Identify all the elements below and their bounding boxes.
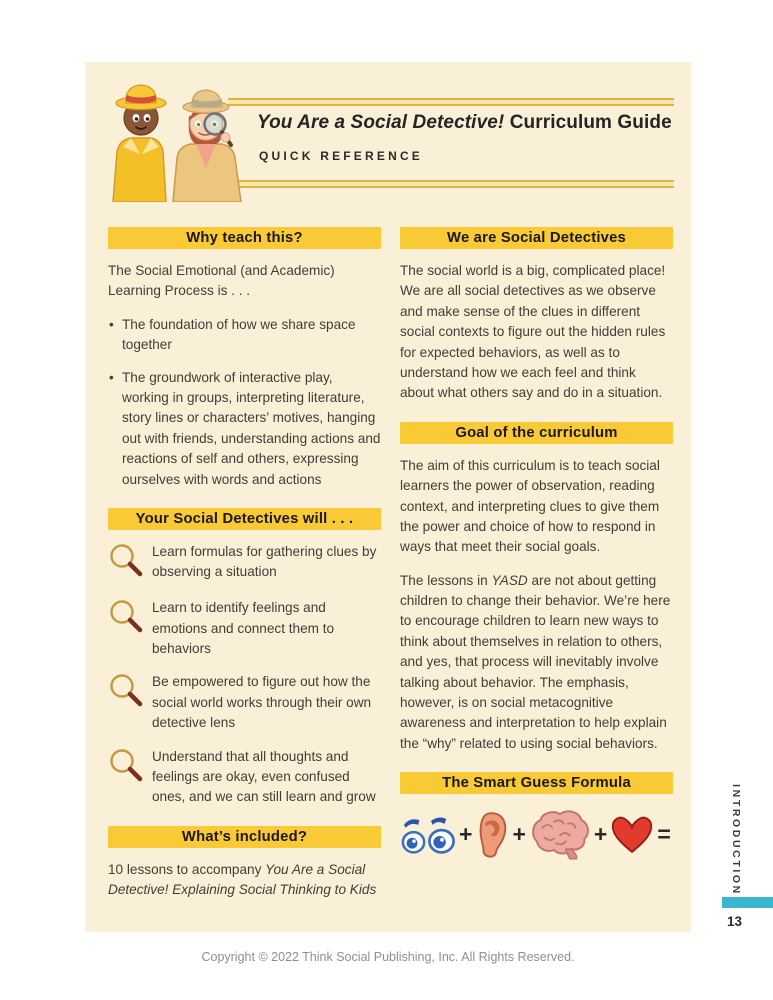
heading-your-social-detectives-will: Your Social Detectives will . . .	[108, 508, 381, 530]
book-title: You Are a Social Detective!	[257, 112, 505, 133]
bullet-text: The groundwork of interactive play, working in groups, interpreting literature, story lines or characters’ motives, hanging out with friends, understanding actions and reactions of self and others, expressing ourselves with words and actions	[122, 369, 381, 487]
why-teach-intro: The Social Emotional (and Academic) Learning Process is . . .	[108, 263, 335, 299]
magnifying-glass-icon	[108, 747, 152, 790]
list-item	[108, 542, 381, 585]
goal-paragraph-1: The aim of this curriculum is to teach social learners the power of observation, reading context, and interpreting clues to give them the power and choice of how to respond in ways that meet their social goals.	[400, 457, 660, 555]
page-title	[257, 112, 672, 134]
left-column	[108, 227, 381, 914]
page-number: 13	[727, 914, 743, 929]
plus-sign: +	[593, 821, 608, 848]
goal-p2-post: are not about getting children to change their behavior. We’re here to encourage children to learn new ways to think about themselves in relation to others, and yes, that process will inevitably involve talking about behavior. The emphasis, however, is on social metacognitive awareness and interpretation to help explain the “why” related to using social behaviors.	[400, 572, 671, 751]
whats-included-text	[108, 860, 381, 901]
plus-sign: +	[512, 821, 526, 848]
magnifying-glass-icon	[108, 598, 152, 641]
we-are-text: The social world is a big, complicated place! We are all social detectives as we observe and make sense of the clues in different social contexts to figure out the hidden rules for expected behaviors, as well as to understand how we each feel and think about what others say and do in a situation.	[400, 263, 666, 401]
magnifying-glass-icon	[108, 672, 152, 715]
bullet-icon: •	[109, 369, 114, 385]
list-item-text: Understand that all thoughts and feelings are okay, even confused ones, and we can still learn and grow	[152, 748, 376, 805]
equals-sign: =	[657, 821, 671, 848]
list-item	[108, 368, 381, 490]
goal-p2-abbrev: YASD	[491, 572, 528, 588]
title-suffix: Curriculum Guide	[504, 112, 672, 133]
header-rule-bottom	[228, 180, 674, 188]
list-item	[108, 598, 381, 659]
brain-icon	[529, 808, 591, 861]
page-subtitle: QUICK REFERENCE	[259, 149, 424, 163]
smart-guess-formula	[400, 808, 673, 861]
list-item-text: Learn formulas for gathering clues by observing a situation	[152, 543, 377, 580]
plus-sign: +	[459, 821, 473, 848]
list-item	[108, 315, 381, 356]
page-background	[85, 62, 691, 932]
list-item	[108, 747, 381, 808]
magnifying-glass-icon	[108, 542, 152, 585]
included-book-title: You Are a Social Detective! Explaining Social Thinking to Kids	[108, 861, 377, 898]
right-column	[400, 227, 673, 861]
chapter-tab-label: INTRODUCTION	[730, 784, 742, 896]
heading-whats-included: What’s included?	[108, 826, 381, 848]
header-rule-top	[228, 98, 674, 106]
list-item-text: Be empowered to figure out how the social world works through their own detective lens	[152, 674, 372, 731]
goal-p2-pre: The lessons in	[400, 572, 492, 588]
bullet-text: The foundation of how we share space together	[122, 316, 356, 353]
heading-smart-guess-formula: The Smart Guess Formula	[400, 772, 673, 794]
copyright-footer: Copyright © 2022 Think Social Publishing, Inc. All Rights Reserved.	[201, 950, 575, 964]
heading-why-teach-this: Why teach this?	[108, 227, 381, 249]
goal-paragraph-2	[400, 571, 673, 755]
heading-goal-of-curriculum: Goal of the curriculum	[400, 422, 673, 444]
list-item-text: Learn to identify feelings and emotions and connect them to behaviors	[152, 600, 335, 657]
heading-we-are-social-detectives: We are Social Detectives	[400, 227, 673, 249]
ear-icon	[475, 811, 509, 859]
heart-icon	[610, 814, 654, 855]
bullet-icon: •	[109, 316, 114, 332]
chapter-tab-bar	[722, 897, 773, 908]
included-plain: 10 lessons to accompany	[108, 861, 266, 877]
list-item	[108, 672, 381, 733]
eyes-icon	[400, 812, 456, 857]
detective-kids-illustration	[93, 74, 255, 202]
